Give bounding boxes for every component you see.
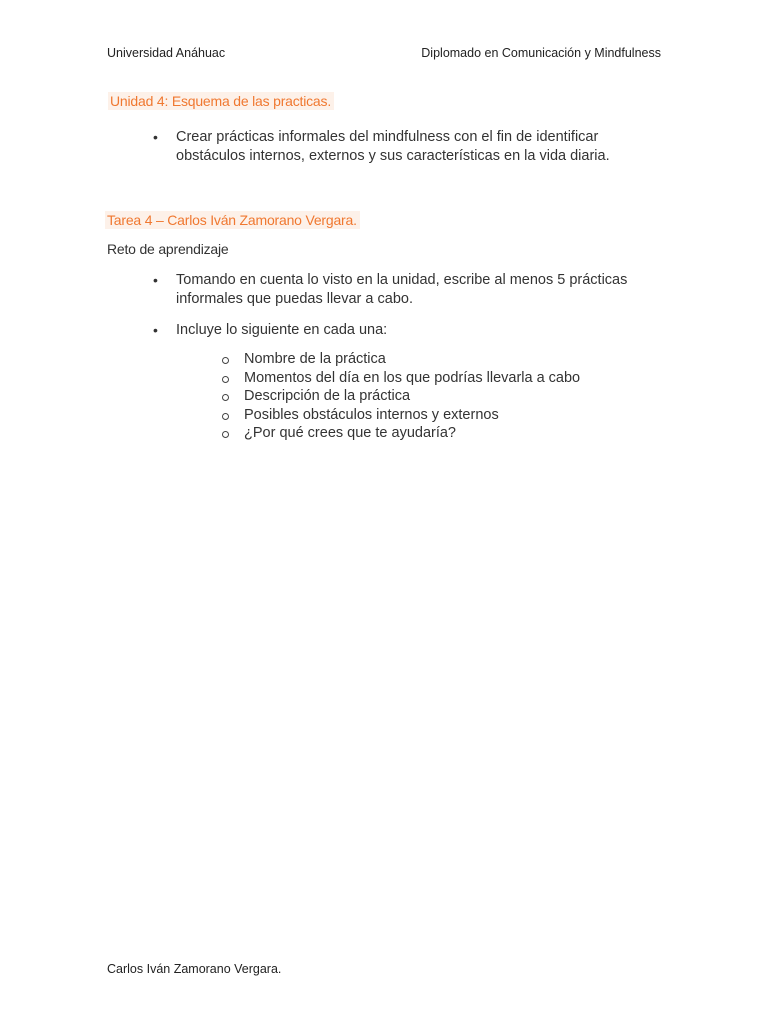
- sub-list-item: ¿Por qué crees que te ayudaría?: [221, 424, 580, 443]
- sub-list-item: Momentos del día en los que podrías llevarla a cabo: [221, 369, 580, 388]
- list-item: • Crear prácticas informales del mindfulness con el fin de identificar obstáculos internos, externos y sus características en la vida diaria.: [153, 128, 656, 166]
- unit-heading: Unidad 4: Esquema de las practicas.: [108, 92, 334, 110]
- sub-list-item: Nombre de la práctica: [221, 350, 580, 369]
- sub-list-item: Posibles obstáculos internos y externos: [221, 406, 580, 425]
- task-subtitle: Reto de aprendizaje: [107, 241, 229, 257]
- sub-list-item: Descripción de la práctica: [221, 387, 580, 406]
- list-item: • Incluye lo siguiente en cada una:: [153, 321, 656, 340]
- footer-author: Carlos Iván Zamorano Vergara.: [107, 962, 282, 976]
- header-course-title: Diplomado en Comunicación y Mindfulness: [421, 46, 661, 60]
- task-heading: Tarea 4 – Carlos Iván Zamorano Vergara.: [105, 211, 360, 229]
- unit-objectives-list: [153, 128, 656, 166]
- header-institution: Universidad Anáhuac: [107, 46, 226, 60]
- task-sub-items-list: [221, 350, 580, 443]
- task-instructions-list: [153, 271, 656, 340]
- list-item: • Tomando en cuenta lo visto en la unidad, escribe al menos 5 prácticas informales que puedas llevar a cabo.: [153, 271, 656, 309]
